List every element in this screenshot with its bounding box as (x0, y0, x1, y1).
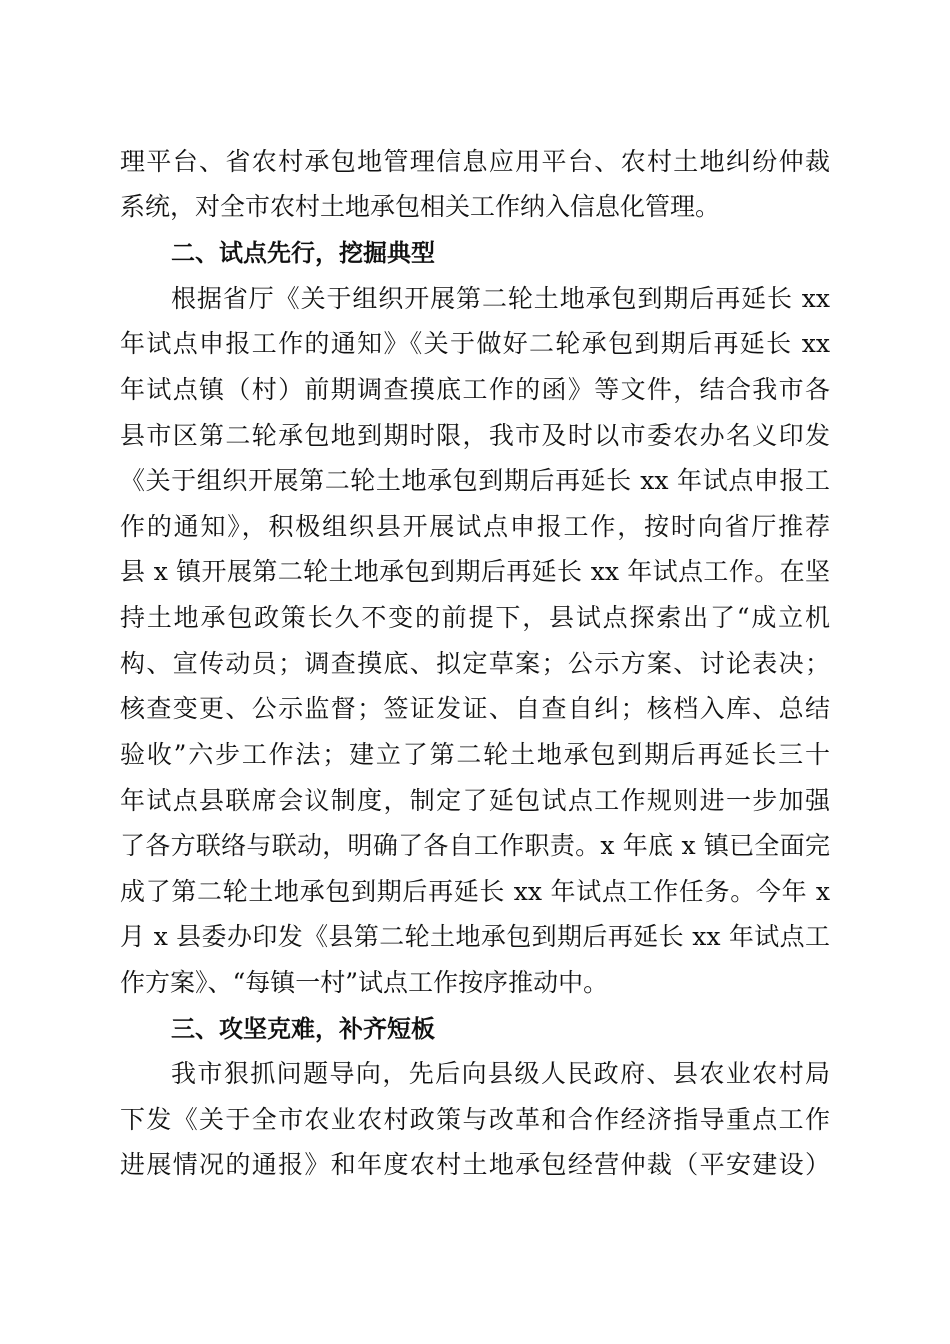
text-line: 核查变更、公示监督；签证发证、自查自纠；核档入库、总结 (120, 694, 830, 723)
text-line: 验收”六步工作法；建立了第二轮土地承包到期后再延长三十 (120, 740, 830, 769)
text-line: 年试点县联席会议制度，制定了延包试点工作规则进一步加强 (120, 786, 830, 815)
text-line: 持土地承包政策长久不变的前提下，县试点探索出了“成立机 (120, 603, 830, 632)
section-heading: 二、试点先行，挖掘典型 (171, 239, 435, 267)
text-line: 成了第二轮土地承包到期后再延长 xx 年试点工作任务。今年 x (120, 877, 830, 906)
text-line: 作方案》、“每镇一村”试点工作按序推动中。 (120, 968, 609, 997)
text-line: 系统，对全市农村土地承包相关工作纳入信息化管理。 (120, 192, 721, 221)
text-line: 了各方联络与联动，明确了各自工作职责。x 年底 x 镇已全面完 (120, 831, 830, 860)
text-line: 作的通知》，积极组织县开展试点申报工作，按时向省厅推荐 (120, 512, 830, 541)
text-line: 理平台、省农村承包地管理信息应用平台、农村土地纠纷仲裁 (120, 147, 830, 176)
text-line: 月 x 县委办印发《县第二轮土地承包到期后再延长 xx 年试点工 (120, 922, 830, 951)
text-line: 《关于组织开展第二轮土地承包到期后再延长 xx 年试点申报工 (120, 466, 830, 495)
text-line: 县 x 镇开展第二轮土地承包到期后再延长 xx 年试点工作。在坚 (120, 557, 830, 586)
text-line: 根据省厅《关于组织开展第二轮土地承包到期后再延长 xx (171, 284, 830, 313)
text-line: 下发《关于全市农业农村政策与改革和合作经济指导重点工作 (120, 1105, 830, 1134)
text-line: 进展情况的通报》和年度农村土地承包经营仲裁（平安建设） (120, 1150, 830, 1179)
text-line: 构、宣传动员；调查摸底、拟定草案；公示方案、讨论表决； (120, 649, 830, 678)
section-heading: 三、攻坚克难，补齐短板 (171, 1015, 435, 1043)
text-line: 我市狠抓问题导向，先后向县级人民政府、县农业农村局 (171, 1059, 830, 1088)
text-line: 县市区第二轮承包地到期时限，我市及时以市委农办名义印发 (120, 421, 830, 450)
text-line: 年试点申报工作的通知》《关于做好二轮承包到期后再延长 xx (120, 329, 830, 358)
text-line: 年试点镇（村）前期调查摸底工作的函》等文件，结合我市各 (120, 375, 830, 404)
